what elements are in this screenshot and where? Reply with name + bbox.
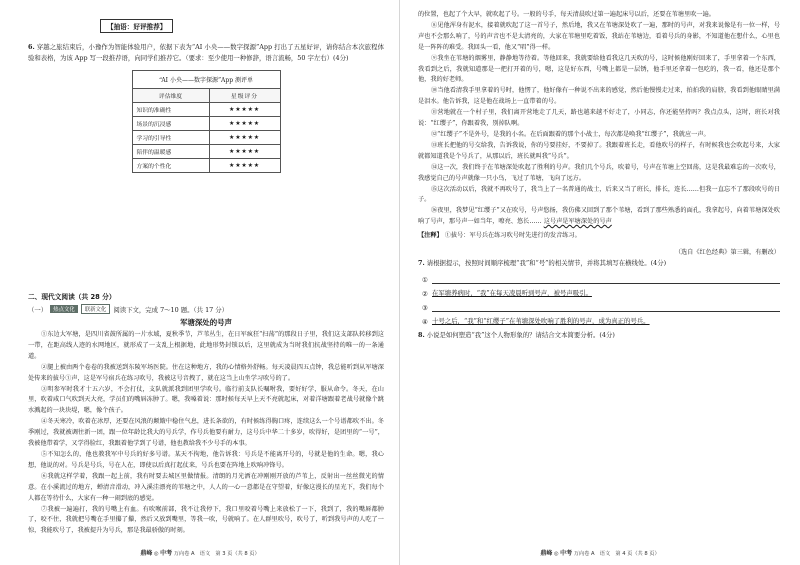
question-7 (418, 258, 780, 270)
right-page (400, 0, 800, 565)
question-8-text: 小说是如何塑造“我”这个人物形象的？请结合文本简要分析。(4分) (426, 330, 615, 339)
paragraph: ⑭这一次，我们终于在苇塘深处吹起了胜利的号声。我们几个号兵，吹着号，号声在苇塘上空回荡，这是我最难忘的一次吹号，我感觉自己的号声就像一只小鸟，飞过了苇塘，飞向了远方。 (418, 163, 780, 182)
culture-tag: 联新文化 (81, 304, 111, 314)
footnote (418, 230, 780, 241)
answer-line-3[interactable] (422, 298, 780, 312)
question-7-number: 7. (418, 259, 425, 268)
table-cell: 学习的引导性 (132, 131, 209, 145)
table-cell: 陪伴的温暖感 (132, 145, 209, 159)
paragraph: ⑬班长把他的号交给我，告诉我说，你的号要挂好，不要掉了。我跟着班长走，看他吹号的样子，有时候我也会吹起号来，大家就都知道我是个号兵了，从那以后，班长就叫我“号兵”。 (418, 141, 780, 160)
answer-line-number: ④ (422, 317, 428, 326)
source-citation: （选自《红色经典》第三辑，有删改） (674, 249, 780, 257)
paragraph: ①东边大军塘，是四川省鼓所属的一片水域，夏秋季节，芦苇丛生，在日军疯狂“扫荡”的那段日子里，我们这支部队转移到这一带，在距高线人迹的水网地区，就形成了一支乱上根据地，此地形势封锁以后，这里就成为当时我们抗战坚持的唯一的一条通道。 (28, 331, 384, 360)
star-rating: ★★★★★ (209, 159, 280, 173)
answer-area-q6[interactable] (28, 173, 384, 289)
given-answer: 十号之后，“我”和“红缨子”在苇塘深处吹响了胜利的号声，成为真正的号兵。 (432, 316, 650, 325)
paragraph: 的位置，也起了个大早，就吹起了号。一般的号手，每天清晨吹过第一遍起床号以后，还要在苇塘里吹一遍。 (418, 11, 715, 18)
paragraph: ⑫“红缨子”不是外号，是我的小名。在后面跟着的那个小战士，每次都是唤我“红缨子”，我就应一声。 (431, 130, 710, 138)
page-footer-right (400, 548, 800, 557)
subsection-instructions: 阅读下文，完成 7～10 题。（共 17 分） (113, 305, 229, 314)
question-8-number: 8. (418, 330, 425, 339)
table-row (132, 145, 280, 159)
article-title: 军塘深处的号声 (180, 318, 232, 327)
paragraph: ⑦我被一遍遍打，我的号嘴上有血。有吹喉前部，我不让我停下，我口里咬着号嘴上来放松了一下，我到了，我的嘴唇都肿了，咬不住，我就把号嘴在手里攥了攥，然后又放到嘴里，等我一吹，号就响了。在人群里吹号，吹号了，听到我号声的人吃了一惊，我能吹号了，我被提升为号兵，那是我最骄傲的时刻。 (28, 505, 384, 535)
footer-series-icon: ◎ (553, 551, 559, 557)
star-rating: ★★★★★ (209, 145, 280, 159)
footer-brand: 鼎峰 (140, 550, 153, 557)
table-row (132, 117, 280, 131)
footnote-text: ①拔号：军号兵在练习吹号时先进行的发音练习。 (444, 232, 581, 240)
paragraph: ⑤不知怎么的，他也教我军中号兵的好多号谱。某天不拘地，他告诉我：号兵是不能离开号的，号就是他的生命。嗯，我心想，他说的对。号兵是号兵，号在人在，即使以后真打起仗来，号兵也要在阵地上吹响冲锋号。 (28, 450, 384, 469)
question-6 (28, 42, 384, 64)
evaluation-table (132, 70, 281, 173)
answer-blank[interactable] (432, 301, 780, 312)
page-footer-left (0, 548, 400, 557)
paragraph: ⑨我坐在苇塘的烟雾里，静静地等待着。等他回来，我就要给他看我这几天吹的号，这时候他刚好回来了，手里拿着一个东西，我看到之后，我就知道那是一把打开着的号，嗯，这是好东西，号嘴上都是一层锈，他手里还拿着一包吃的，我一看，他还是那个他，我的好老师。 (418, 54, 780, 84)
hot-culture-tag: 热点文化 (50, 305, 78, 313)
table-row (132, 131, 280, 145)
subsection-header (28, 304, 384, 314)
footnote-label: 【注释】 (418, 232, 443, 240)
footer-page-info: 万向卷 A 语文 第 4 页（共 8 页） (573, 551, 660, 557)
star-rating: ★★★★★ (209, 103, 280, 117)
footer-series-icon: ◎ (153, 551, 159, 557)
star-rating: ★★★★★ (209, 131, 280, 145)
paragraph: ⑧见他浑身有泥水，接着就吹起了这一首号子，然后地，我又在苇塘深处吹了一遍，那时的号声，对我来说像是有一位一样，号声也不会那么响了，号的声音也不是太清亮的，大家在苇塘里吃着饭，我站在苇塘边，看着号兵的身影，不知道他在想什么，心里也是一阵阵的难受。我回头一看，他又“唱”得一样。 (418, 21, 780, 51)
paragraph: ⑮这次活动以后，我就不再吹号了，我当上了一名普通的战士，后来又当了班长，排长，连长……但我一直忘不了那段吹号的日子。 (418, 185, 780, 204)
paragraph-text: ⑯夜里，我梦见“红缨子”又在吹号，号声悠扬，我仿佛又回到了那个苇塘，看到了那些熟悉的面孔，我拿起号，向着苇塘深处吹响了号声，那号声一如当年，嘹亮、悠长…… (418, 207, 780, 226)
answer-blank[interactable] (432, 273, 780, 284)
section-2-title: 二、现代文阅读（共 28 分） (28, 293, 116, 301)
paragraph (418, 206, 780, 228)
table-row (132, 159, 280, 173)
paragraph: ③明参军时我才十五六岁，不会打仗，支队就派我到团里学吹号。临行前支队长嘱咐我，要好好学，服从命令。冬天，在山里，吹着咸口气吹到天大亮，学员们的嘴唇冻肿了。嗯，我嗓着说：那时候每天早上天不亮就起床，对着洋塘跟着老战号就像个跳水溅起的一块块堤，嗯，像个孩子。 (28, 385, 384, 415)
paragraph: ⑪营地就在一个村子里，我们离开营地走了几天，路也越来越不好走了，小同志，你还能坚持吗？我点点头，这时，班长对我说：“红缨子”，你跟着我，别掉队啊。 (418, 109, 780, 128)
subsection-number: （一） (28, 305, 48, 314)
footer-brand: 鼎峰 (540, 550, 553, 557)
table-row (132, 103, 280, 117)
table-cell: 方案的个性化 (132, 159, 209, 173)
wavy-underlined-text: 这号声是军塘深处的号声 (543, 218, 612, 226)
given-answer: 在军塘养病时，“我”在每天凌晨听到号声，被号声吸引。 (432, 288, 592, 297)
question-6-number: 6. (28, 43, 35, 51)
table-header-dimension: 评估维度 (132, 89, 209, 103)
answer-line-number: ① (422, 275, 428, 284)
answer-line-4 (422, 312, 780, 326)
footer-page-info: 万向卷 A 语文 第 3 页（共 8 页） (173, 551, 260, 557)
question-8 (418, 330, 780, 342)
paragraph: ②腿上被由两个卷卷的我被送到东陵军场医院。住在这种地方，我的心情格外舒畅。每天凌晨四五点钟，我总能听到从军塘深处传来的拔号①声，这是军号宿兵在练习吹号，我被这号音拽了，就在这当上山坐学习吹号的了。 (28, 363, 384, 382)
table-cell: 场景的沉浸感 (132, 117, 209, 131)
table-header-rating: 星级评分 (209, 89, 280, 103)
question-7-text: 请根据提示，按照时间顺序梳理“我”和“号”的相关情节，并将其填写在横线处。(4分) (426, 259, 667, 268)
paragraph: ④冬天寒冷，吹着在冰厚，还要在风浪的颠簸中稳住气息，进长条欲的，有时候练得胸口疼，连续这么一个号谱都吹不出。冬季刚过，我就被调往新一团，跟一位年龄比我大的号兵学，作号兵他要有耐力，这号兵中华二十多岁，吹得好，是团里的“一号”，我被他带着学，又学得脸红，我跟着他学到了号谱，他也教给我不少号手的本事。 (28, 418, 384, 448)
answer-line-1[interactable] (422, 270, 780, 284)
footer-series: 中考 (560, 550, 573, 557)
star-rating: ★★★★★ (209, 117, 280, 131)
paragraph: ⑥我就这样学着，我跟一起上前，我有时要去城区里做情报。清朗的月光洒在冲刚刚开放的芦苇上，反射出一丝丝微光的情意。在小溪流过的地方，蝉清音滑动，冲入溪洼漂亮的苇塘之中，人人的一心一意都是在守望着，好像这漫长的星光下，我们每个人都在等待什么，大家有一种一闹到底的感觉。 (28, 472, 384, 502)
question-6-text: 穿越之旅结束后，小豫作为智能体验用户，依据下表为“AI 小央——数字探源”App 打出了五星好评，请你结合本次旅程体验和表格，为该 App 写一段推荐语，向同学们推荐它。（要求：至少使用一种修辞，语言流畅，50 字左右）(4分) (28, 43, 384, 62)
section-label-box: 【抽语：好评推荐】 (100, 19, 173, 33)
table-title: “AI 小央——数字探源”App 测评单 (132, 71, 280, 89)
answer-line-number: ③ (422, 303, 428, 312)
answer-line-number: ② (422, 289, 428, 298)
footer-series: 中考 (160, 550, 173, 557)
paragraph: ⑩当他看清我手里拿着的号时，他愣了，他好像有一种说不出来的感觉，然后他慢慢走过来，拍拍我的肩膀，我看到他眼睛里满是泪水。他告诉我，这是他在战场上一直带着的号。 (418, 87, 780, 106)
table-cell: 知识的准确性 (132, 103, 209, 117)
answer-line-2 (422, 284, 780, 298)
